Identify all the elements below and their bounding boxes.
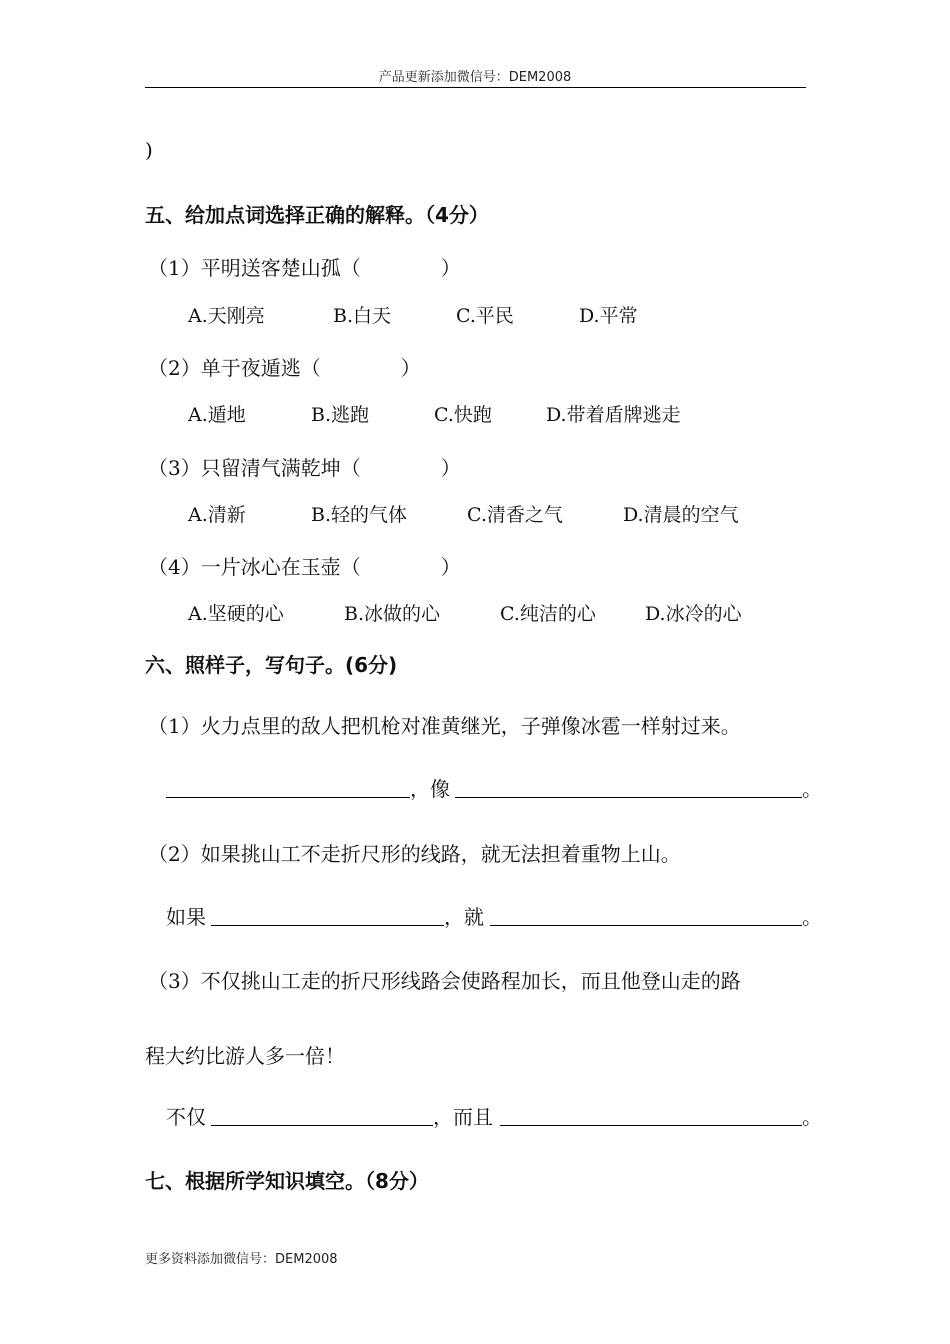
- header-rule: [145, 87, 806, 88]
- item-6-1-end: 。: [802, 777, 822, 801]
- item-6-1-sentence: （1）火力点里的敌人把机枪对准黄继光，子弹像冰雹一样射过来。: [148, 714, 741, 738]
- option-5-2-b: B.逃跑: [311, 404, 370, 426]
- item-6-2-blank-2[interactable]: [490, 925, 802, 926]
- question-5-4-prompt: （4）一片冰心在玉壶（ ）: [148, 555, 461, 579]
- option-5-3-d: D.清晨的空气: [623, 504, 739, 526]
- item-6-3-prefix: 不仅: [166, 1105, 206, 1129]
- item-6-2-blank-1[interactable]: [211, 925, 444, 926]
- option-5-1-d: D.平常: [579, 305, 638, 327]
- item-6-3-sentence-cont: 程大约比游人多一倍！: [145, 1044, 345, 1068]
- item-6-1-connector: ，像: [410, 777, 450, 801]
- option-5-4-b: B.冰做的心: [344, 603, 441, 625]
- question-5-2-prompt: （2）单于夜遁逃（ ）: [148, 356, 421, 380]
- option-5-1-a: A.天刚亮: [188, 305, 265, 327]
- item-6-3-blank-1[interactable]: [211, 1125, 433, 1126]
- option-5-3-b: B.轻的气体: [311, 504, 408, 526]
- item-6-2-sentence: （2）如果挑山工不走折尺形的线路，就无法担着重物上山。: [148, 842, 681, 866]
- item-6-3-blank-2[interactable]: [500, 1125, 802, 1126]
- option-5-2-a: A.遁地: [188, 404, 246, 426]
- carry-over-paren: ): [145, 138, 153, 162]
- option-5-3-a: A.清新: [188, 504, 246, 526]
- item-6-3-sentence: （3）不仅挑山工走的折尺形线路会使路程加长，而且他登山走的路: [148, 969, 741, 993]
- item-6-1-blank-1[interactable]: [166, 797, 410, 798]
- section-7-title: 七、根据所学知识填空。（8分）: [145, 1169, 429, 1193]
- page-footer: 更多资料添加微信号：DEM2008: [145, 1252, 338, 1267]
- option-5-1-c: C.平民: [456, 305, 514, 327]
- item-6-2-prefix: 如果: [166, 905, 206, 929]
- option-5-1-b: B.白天: [333, 305, 392, 327]
- question-5-1-prompt: （1）平明送客楚山孤（ ）: [148, 256, 461, 280]
- section-5-title: 五、给加点词选择正确的解释。（4分）: [145, 203, 489, 227]
- option-5-4-a: A.坚硬的心: [188, 603, 284, 625]
- section-6-title: 六、照样子，写句子。(6分): [145, 653, 398, 677]
- option-5-2-c: C.快跑: [434, 404, 492, 426]
- item-6-3-connector: ，而且: [433, 1105, 493, 1129]
- option-5-4-d: D.冰冷的心: [645, 603, 742, 625]
- page-header: 产品更新添加微信号：DEM2008: [378, 70, 572, 85]
- item-6-3-end: 。: [802, 1105, 822, 1129]
- item-6-1-blank-2[interactable]: [455, 797, 802, 798]
- option-5-3-c: C.清香之气: [467, 504, 563, 526]
- question-5-3-prompt: （3）只留清气满乾坤（ ）: [148, 456, 461, 480]
- option-5-4-c: C.纯洁的心: [500, 603, 596, 625]
- item-6-2-end: 。: [802, 905, 822, 929]
- option-5-2-d: D.带着盾牌逃走: [546, 404, 681, 426]
- item-6-2-connector: ，就: [444, 905, 484, 929]
